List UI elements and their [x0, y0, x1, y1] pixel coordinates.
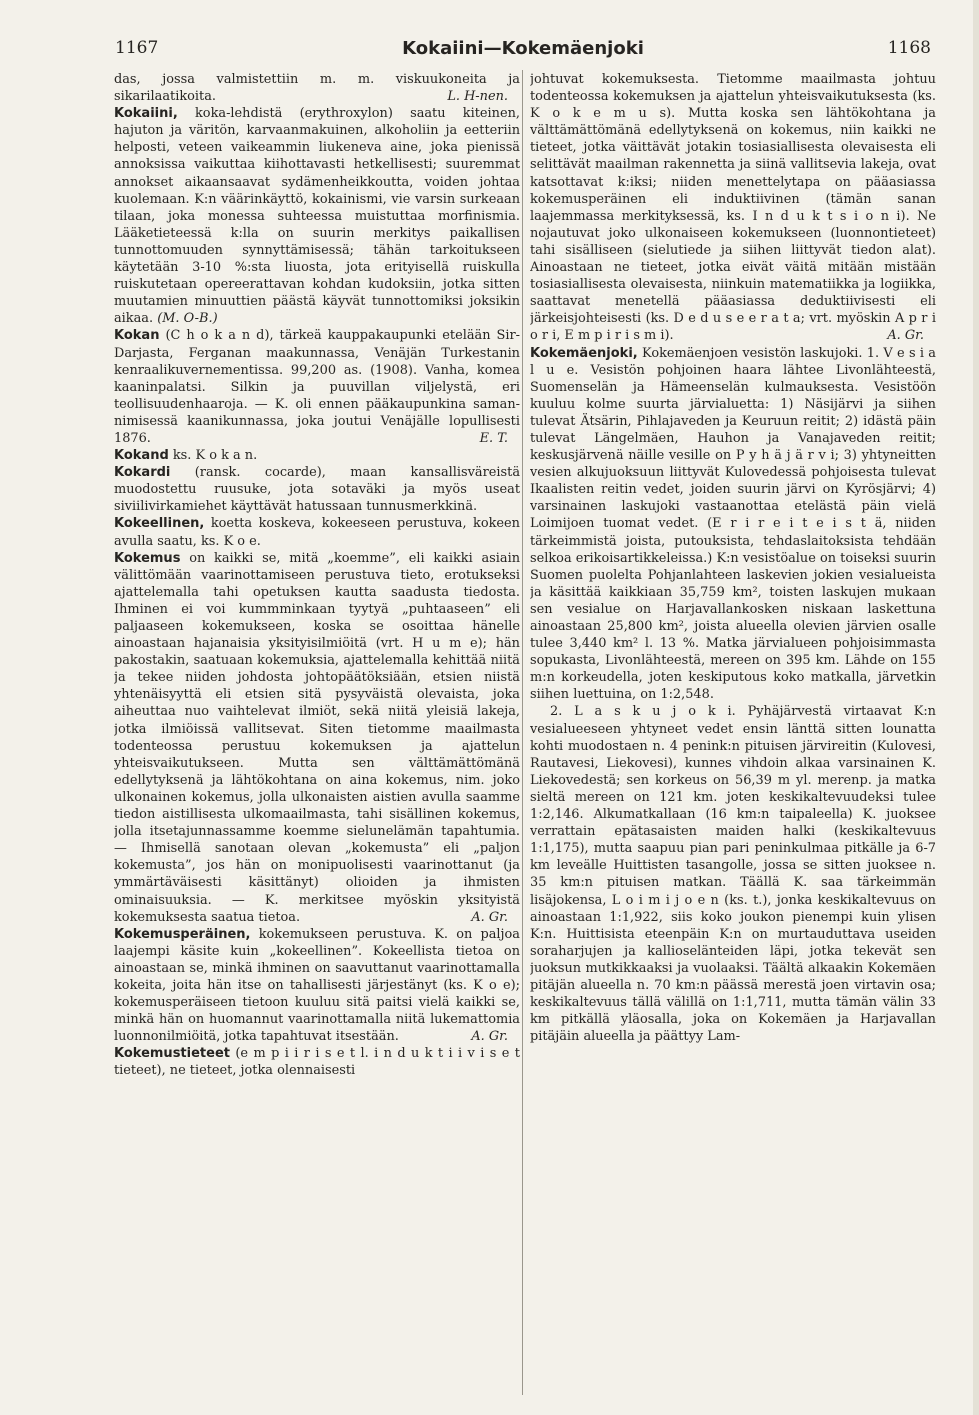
- page-header: [115, 38, 931, 62]
- entry-signature: (M. O-B.): [157, 311, 218, 327]
- entry-text: johtuvat kokemuksesta. Tietomme maailmasta johtuu todenteossa kokemuksen ja ajattelun yhteisvaikutuksesta (ks. K o k e m u s). Mutta koska sen lähtökohtana ja välttämättömänä edellytyksenä on kokemus, niin kaikki ne tieteet, jotka väittävät jotakin tosiasiallisesta olevaisesta eli selittävät maailman rakennetta ja siinä vallitsevia lakeja, ovat katsottavat k:iksi; niiden menettelytapa on pääasiassa kokemusperäinen eli induktiivinen (tämän sanan laajemmassa merkityksessä, ks. I n d u k t s i o n i). Ne nojautuvat joko ulkonaiseen kokemukseen (luonnontieteet) tahi sisälliseen (sielutiede ja siihen liittyvät tiedon alat). Ainoastaan ne tieteet, jotka eivät väitä mitään mistään tosiasiallisesta olevaisesta, niinkuin matematiikka ja logiikka, saattavat menetellä pääasiassa deduktiivisesti eli järkeisjohteisesti (ks. D e d u s e e r a t a; vrt. myöskin A p r i o r i, E m p i r i s m i).: [530, 72, 936, 344]
- entry-kokardi: [114, 464, 520, 515]
- entry-kokemusperainen: [114, 926, 520, 1046]
- entry-signature: E. T.: [479, 430, 508, 446]
- entry-kokemaenjoki-section-2: [530, 703, 936, 1045]
- entry-text: koka-lehdistä (erythroxylon) saatu kiteinen, hajuton ja väritön, karvaanmakuinen, alkoholiin ja eetteriin helposti, veteen vaikeammin liukeneva aine, joka pienissä annoksissa vaikuttaa kiihottavasti hetkellisesti; suuremmat annokset aikaansaavat sydämenheikkoutta, voiden johtaa kuolemaan. K:n väärinkäyttö, kokainismi, vie varsin surkeaan tilaan, joka monessa suhteessa muistuttaa morfinismia. Lääketieteessä k:lla on suurin merkitys paikallisen tunnottomuuden synnyttämisessä; tähän tarkoitukseen käytetään 3-10 %:sta liuosta, jota erityisellä ruiskulla ruiskutetaan opereerattavan kohdan kudoksiin, jotka sitten muutamien minuuttien päästä käyvät tunnottomiksi joksikin aikaa.: [114, 106, 520, 327]
- entry-text: das, jossa valmistettiin m. m. viskuukoneita ja sikarilaatikoita.: [114, 72, 520, 105]
- entry-kokand: [114, 447, 520, 464]
- entry-text: koetta koskeva, kokeeseen perustuva, kokeen avulla saatu, ks. K o e.: [114, 516, 520, 549]
- entry-kokeellinen: [114, 515, 520, 549]
- running-title: Kokaiini—Kokemäenjoki: [402, 38, 644, 59]
- headword: Kokemäenjoki,: [530, 345, 638, 361]
- entry-kokemustieteet: [114, 1045, 520, 1079]
- entry-kokemaenjoki: [530, 345, 936, 704]
- entry-continuation: [530, 71, 936, 345]
- entry-text: Kokemäenjoen vesistön laskujoki. 1. V e s i a l u e. Vesistön pohjoinen haara lähtee Livonlähteestä, Suomenselän ja Hämeenselän kulmauksesta. Vesistöön kuuluu kolme suurta järvialuetta: 1) Näsijärvi ja siihen tulevat Ätsärin, Pihlajaveden ja Keuruun reitit; 2) idästä päin tulevat Längelmäen, Hauhon ja Vanajaveden reitit; keskusjärvenä näille vesille on P y h ä j ä r v i; 3) yhtyneitten vesien alkujuoksuun liittyvät Kulovedessä pohjoisesta tulevat Ikaalisten reitin vedet, joiden suurin järvi on Kyrösjärvi; 4) varsinainen laskujoki vastaanottaa etelästä päin vielä Loimijoen tuomat vedet. (E r i r e i t e i s t ä, niiden tärkeimmistä joista, putouksista, tehdaslaitoksista tehdään selkoa erikoisartikkeleissa.) K:n vesistöalue on toiseksi suurin Suomen puolelta Pohjanlahteen laskevien jokien vesialueista ja käsittää kaikkiaan 35,759 km², toisten laskujen mukaan sen vesialue on Harjavallankosken niskaan laskettuna ainoastaan 25,800 km², joista alueella olevien järvien osalle tulee 3,440 km² l. 13 %. Matka järvialueen pohjoisimmasta sopukasta, Livonlähteestä, mereen on 395 km. Lähde on 155 m:n korkeudella, joten keskiputous koko matkalla, järvetkin siihen luettuina, on 1:2,548.: [530, 345, 936, 703]
- column-divider: [522, 70, 523, 1395]
- headword: Kokardi: [114, 465, 171, 481]
- headword: Kokaiini,: [114, 106, 178, 122]
- entry-signature: A. Gr.: [887, 328, 924, 344]
- left-column: [114, 71, 520, 1396]
- headword: Kokemus: [114, 550, 181, 566]
- entry-text: 2. L a s k u j o k i. Pyhäjärvestä virtaavat K:n vesialueeseen yhtyneet vedet ensin länttä sitten lounatta kohti muodostaen n. 4 penink:n pituisen järvireitin (Kulovesi, Rautavesi, Liekovesi), kunnes vihdoin alkaa varsinainen K. Liekovedestä; sen korkeus on 56,39 m yl. merenp. ja matka sieltä mereen on 121 km. joten keskikaltevuudeksi tulee 1:2,146. Alkumatkallaan (16 km:n taipaleella) K. juoksee verrattain epätasaisten maiden halki (keskikaltevuus 1:1,175), mutta saapuu pian pari peninkulmaa pitkälle ja 6-7 km leveälle Huittisten tasangolle, jossa se sitten juoksee n. 35 km:n pituisen matkan. Täällä K. saa tärkeimmän lisäjokensa, L o i m i j o e n (ks. t.), jonka keskikaltevuus on ainoastaan 1:1,922, siis koko joukon pienempi kuin ylisen K:n. Huittisista eteenpäin K:n on murtauduttava useiden soraharjujen ja kallioselänteiden läpi, jotka tekevät sen juoksun mutkikkaaksi ja vuolaaksi. Täältä alkaakin Kokemäen pitäjän alueella n. 70 km:n päässä merestä joen virtavin osa; keskikaltevuus tällä välillä on 1:1,711, mutta tämän välin 33 km pitkällä yläosalla, joka on Kokemäen ja Harjavallan pitäjäin alueella ja päättyy Lam-: [530, 704, 936, 1045]
- page-number-right: 1168: [887, 38, 931, 58]
- entry-text: on kaikki se, mitä „koemme”, eli kaikki asiain välittömään vaarinottamiseen perustuva tieto, erotukseksi ajattelemalla tahi opetuksen kautta saadusta tiedosta. Ihminen ei voi kummminkaan tyytyä „puhtaaseen” eli paljaaseen kokemukseen, koska se osoittaa hänelle ainoastaan hajanaisia yksityisilmiöitä (vrt. H u m e); hän pakostakin, saatuaan kokemuksia, ajattelemalla kehittää niitä ja tekee niiden johdosta johtopäätöksiään, etsien niistä yhtenäisyyttä eli etsien sitä pysyväistä olevaista, joka aiheuttaa nuo vaihtelevat ilmiöt, sekä niitä yleisiä lakeja, jotka ilmiöissä vallitsevat. Siten tietomme maailmasta todenteossa perustuu kokemuksen ja ajattelun yhteisvaikutukseen. Mutta sen välttämättömänä edellytyksenä ja lähtökohtana on aina kokemus, nim. joko ulkonainen kokemus, jolla ulkonaisten aistien avulla saamme tiedon aistillisesta ulkomaailmasta, tahi sisällinen kokemus, jolla itsetajunnassamme koemme sielunelämän tapahtumia. — Ihmisellä sanotaan olevan „kokemusta” eli „paljon kokemusta”, jos hän on monipuolisesti vaarinottanut (ja ymmärtäväisesti käsittänyt) olioiden ja ihmisten ominaisuuksia. — K. merkitsee myöskin yksityistä kokemuksesta saatua tietoa.: [114, 550, 520, 925]
- entry-signature: A. Gr.: [471, 1029, 508, 1045]
- entry-text: (ransk. cocarde), maan kansallisväreistä muodostettu ruusuke, jota sotaväki ja myös useat siviilivirkamiehet käyttävät hatussaan tunnusmerkkinä.: [114, 465, 520, 515]
- right-column: [530, 71, 936, 1396]
- entry-signature: L. H-nen.: [447, 89, 508, 105]
- headword: Kokan: [114, 328, 160, 344]
- entry-kokaiini: [114, 105, 520, 327]
- entry-text: (C h o k a n d), tärkeä kauppakaupunki etelään Sir-Darjasta, Ferganan maakunnassa, Venäjän Turkestanin kenraalikuvernementissa. 99,200 as. (1908). Vanha, komea kaaninpalatsi. Silkin ja puuvillan viljelystä, eri teollisuudenhaaroja. — K. oli ennen pääkaupunkina saman-nimisessä kaanikunnassa, joka joutui Venäjälle lopullisesti 1876.: [114, 328, 520, 446]
- headword: Kokemusperäinen,: [114, 926, 251, 942]
- entry-text: (e m p i i r i s e t l. i n d u k t i i v i s e t tieteet), ne tieteet, jotka olennaisesti: [114, 1046, 520, 1079]
- headword: Kokeellinen,: [114, 516, 205, 532]
- entry-text: kokemukseen perustuva. K. on paljoa laajempi käsite kuin „kokeellinen”. Kokeellista tietoa on ainoastaan se, minkä ihminen on saavuttanut vaarinottamalla kokeita, joita hän itse on tahallisesti järjestänyt (ks. K o e); kokemusperäiseen tietoon kuuluu sitä paitsi vielä kaikki se, minkä hän on huomannut vaarinottamalla niitä lukemattomia luonnonilmiöitä, jotka tapahtuvat itsestään.: [114, 926, 520, 1045]
- headword: Kokand: [114, 448, 169, 464]
- entry-kokemus: [114, 550, 520, 926]
- entry-text: ks. K o k a n.: [172, 448, 258, 464]
- page-number-left: 1167: [115, 38, 159, 58]
- page-edge: [973, 0, 979, 1415]
- entry-kokan: [114, 327, 520, 447]
- entry-signature: A. Gr.: [471, 909, 508, 925]
- entry-continuation: [114, 71, 520, 105]
- headword: Kokemustieteet: [114, 1046, 230, 1062]
